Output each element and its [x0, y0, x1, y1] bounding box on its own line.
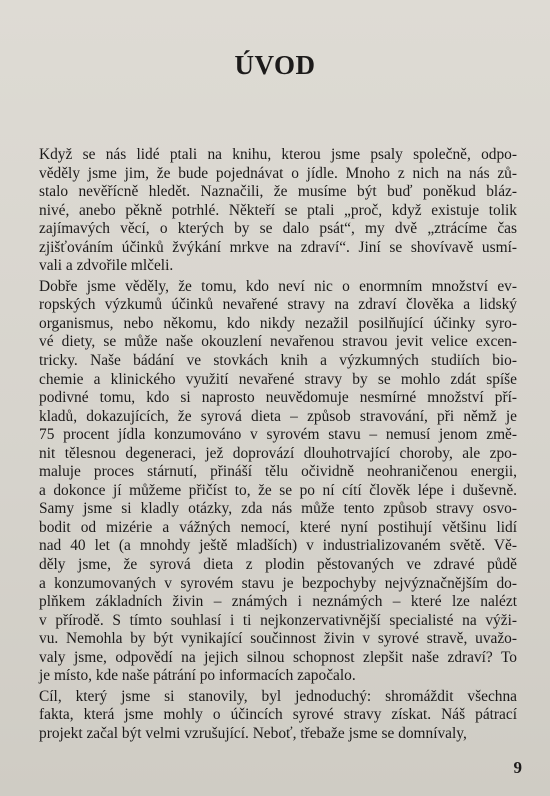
chapter-title: ÚVOD — [234, 50, 316, 80]
text-line: a dokonce jí můžeme přičíst to, že se po ní cítí člověk lépe i duševně. — [39, 481, 517, 499]
text-line: stalo nevěřícně hledět. Naznačili, že musíme být buď poněkud bláz- — [39, 183, 517, 201]
text-line: fakta, která jsme mohly o účincích syrové stravy získat. Náš pátrací — [39, 706, 517, 724]
text-line: 75 procent jídla konzumováno v syrovém stavu – nemusí jenom změ- — [39, 426, 517, 444]
text-line: Dobře jsme věděly, že tomu, kdo neví nic o enormním množství ev- — [39, 277, 517, 295]
text-line: v přírodě. S tímto souhlasí i ti nejkonzervativnější specialisté na výži- — [39, 611, 517, 629]
text-line: nivé, anebo pěkně potrhlé. Někteří se ptali „proč, když existuje tolik — [39, 201, 517, 219]
paragraph — [39, 688, 517, 744]
text-line: věděly jsme jim, že bude pojednávat o jídle. Mnoho z nich na nás zů- — [39, 164, 517, 182]
text-line: děly jsme, že syrová dieta z plodin pěstovaných ve zdravé půdě — [39, 556, 517, 574]
text-line: Když se nás lidé ptali na knihu, kterou jsme psaly společně, odpo- — [39, 146, 517, 163]
text-line: nit tělesnou degeneraci, jež doprovází dlouhotrvající choroby, ale zpo- — [39, 444, 517, 462]
paragraph — [39, 146, 517, 276]
text-line: nad 40 let (a mnohdy ještě mladších) v industrializovaném světě. Vě- — [39, 537, 517, 555]
text-line: plňkem základních živin – známých i neznámých – které lze nalézt — [39, 593, 517, 611]
text-line: ropských výzkumů účinků nevařené stravy na zdraví člověka a lidský — [39, 296, 517, 314]
text-line: organismus, nebo někomu, kdo nikdy nezažil posilňující účinky syro- — [39, 314, 517, 332]
text-line: kladů, dokazujících, že syrová dieta – způsob stravování, při němž je — [39, 407, 517, 425]
text-line: zjišťováním účinků žvýkání mrkve na zdraví“. Jiní se shovívavě usmí- — [39, 238, 517, 256]
text-line: maluje proces stárnutí, přináší tělu očividně neohraničenou energii, — [39, 463, 517, 481]
text-line: vali a zdvořile mlčeli. — [39, 257, 174, 275]
text-line: projekt začal být velmi vzrušující. Neboť, třebaže jsme se domnívaly, — [39, 724, 467, 742]
text-line: Samy jsme si kladly otázky, zda nás může tento způsob stravy osvo- — [39, 500, 517, 518]
text-line: je místo, kde naše pátrání po informacích započalo. — [39, 667, 356, 685]
text-line: Cíl, který jsme si stanovily, byl jednoduchý: shromáždit všechna — [39, 687, 517, 705]
text-line: a konzumovaných v syrovém stavu je bezpochyby nejvýznačnějším do- — [39, 574, 517, 592]
paragraph — [39, 278, 517, 686]
text-line: valy jsme, odpovědí na jejich silnou schopnost zlepšit naše zdraví? To — [39, 648, 517, 666]
text-line: podivné tomu, kdo si naprosto neuvědomuje nesmírné množství pří- — [39, 389, 517, 407]
text-line: chemie a klinického využití nevařené stravy by se mohlo zdát spíše — [39, 370, 517, 388]
text-line: zajímavých věcí, o kterých by se dalo psát“, my dvě „ztrácíme čas — [39, 220, 517, 238]
text-line: vu. Nemohla by být vynikající součinnost živin v syrové stravě, uvažo- — [39, 630, 517, 648]
text-line: vé diety, se může naše okouzlení nevařenou stravou jevit velice excen- — [39, 333, 517, 351]
body-text — [39, 146, 517, 744]
text-line: bodit od mizérie a vážných nemocí, které nyní postihují většinu lidí — [39, 518, 517, 536]
text-line: tricky. Naše bádání ve stovkách knih a výzkumných studiích bio- — [39, 352, 517, 370]
page-number: 9 — [513, 758, 522, 777]
